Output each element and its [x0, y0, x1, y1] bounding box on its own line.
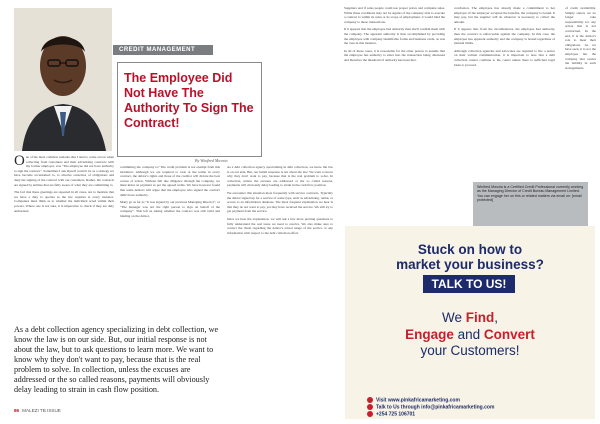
author-bio-box: Winifred Mworia is a Certified Credit Professional currently working as the Managing Director of Credit Bureau Management Limited. You can engage her on this or related matters via email on: [email protected]: [473, 182, 588, 226]
ad-phone[interactable]: +254 725 106701: [376, 411, 416, 418]
ad-email[interactable]: Talk to Us through info@pinkafricamarketing.com: [376, 404, 495, 411]
column-2-paragraph-1: committing the company to? The credit problem is not exempt from this incidence. Although we are required to look at the terms in every contract, the debtor's rights and those of the creditor will dictate the best course of action. Without full due diligence through the company, we must insist on payment as per the agreed terms. We have however found that some debtors will argue that the employee who signed the contract didn't have authority.: [120, 165, 220, 197]
article-column-5: [454, 6, 555, 70]
ad-line-1: [357, 310, 583, 327]
column-5-paragraph-3: Although collection agencies and advocates are required to file a notice on their written communication, it is important to note that a debt collection cannot continue to the courts unless there is sufficient legal basis to proceed.: [454, 48, 555, 67]
magazine-issue: MALEZI TB ISSUE: [22, 408, 61, 413]
ad-website-line[interactable]: [367, 397, 460, 403]
mail-icon: [367, 404, 373, 410]
ad-banner: TALK TO US!: [423, 275, 515, 293]
article-column-2: [120, 165, 220, 222]
page-number: 86: [14, 408, 20, 413]
ad-headline-2: market your business?: [396, 257, 544, 272]
ad-body: [357, 310, 583, 360]
column-4-paragraph-2: If it appears that the employee had authority then she'll confirm them with the company. The apparent authority is thus accomplished by providing the employee with company identifiable forms and business cards, as was the case in this instance.: [344, 27, 445, 46]
ad-phone-line[interactable]: [367, 411, 415, 417]
ad-line-2: [357, 327, 583, 344]
drop-cap: O: [14, 153, 25, 169]
column-2-paragraph-2: Many go as far as "It was signed by our previous Managing Director", or "The manager was not the right person to sign on behalf of the company". This left us asking whether the contract was still valid and binding on the debtor.: [120, 200, 220, 218]
ad-word-engage: Engage: [405, 326, 454, 342]
pull-quote: As a debt collection agency specializing in debt collection, we know the law is on our side. But, our initial response is not about the law, but to ask questions to learn more. We want to know why they don't want to pay, because that is the real problem to solve. In collection, unless the excuses are addressed or the so called reasons, payments will obviously delay leading to strain in cash flow position.: [14, 325, 219, 394]
column-5-paragraph-1: conclusion. The employee has already made a commitment to her employer. If the employer accepted the benefits, the company is bound. It may pay, but the supplier will do whatever is necessary to collect the amount.: [454, 6, 555, 24]
ad-line-3: your Customers!: [420, 343, 520, 358]
ad-word-convert: Convert: [483, 326, 535, 342]
article-column-6: [565, 6, 596, 73]
column-3-paragraph-3: Once we hear the explanation, we will ask a few more probing questions to fully understand the real issue we need to resolve. We also make sure to contact the client regarding the debtor's actual usage of the service or any information with respect to the debt collection effort.: [227, 216, 333, 235]
column-1-paragraph-2: The fact that these greetings are repeated in all cases, not to mention that we have a duty to operate as the law requires at every instance. Companies must think as to whether the individual acted within their powers. Where one is not sure, it is imperative to check if they are duly authorized.: [14, 190, 114, 213]
article-column-3: [227, 165, 333, 238]
phone-icon: [367, 411, 373, 417]
ad-website[interactable]: Visit www.pinkafricamarketing.com: [376, 397, 460, 404]
ad-word-and: and: [453, 326, 484, 342]
column-3-paragraph-2: We encounter this situation most frequently with service contracts. Typically the debtor signed up for a service of some type, such as advertising, rental, or access to an information database. The most frequent explanation we hear is that they do not want to pay, yet they have received the service. We still try to get payment from the service.: [227, 190, 333, 214]
globe-icon: [367, 397, 373, 403]
article-column-1: [14, 155, 114, 216]
column-4-paragraph-1: Suppliers and if sales people could use proper prices and complete sales. While these conditions may not be Agents of the company able to execute a contract is within its sales or its scope of employment, it would bind the company to those transactions.: [344, 6, 445, 24]
column-1-paragraph-1: ne of the most common remarks that I tend to come across when collecting from customers and their advertising contracts with my former employer, was "The employee did not have authority to sign the contract". Sometimes I ask myself could it be as a strategy we have become accustomed to, to absolve ourselves of obligations and deny the signing of the contract with our customers. Rather, the contracts are signed by entities that are fully aware of what they are committing to.: [14, 155, 114, 187]
byline: By Winifred Mworia: [195, 158, 228, 163]
page-footer: [14, 408, 61, 413]
column-5-paragraph-2: If it appears that, from the circumstances, the employee had authority, then the contract is enforceable against the company. In this case, the employee has apparent authority and the company is bound regardless of internal limits.: [454, 27, 555, 46]
ad-word-we: We: [441, 310, 466, 325]
column-3-paragraph-1: As a debt collection agency specializing in debt collection, we know the law is on our side. But, our initial response is not about the law. We want to know why they don't want to pay, because that is the real problem to solve. In collection, unless the excuses are addressed or the so called reasons, payments will obviously delay leading to strain in the cash flow position.: [227, 165, 333, 188]
ad-word-find: Find: [465, 310, 495, 325]
column-6-paragraph-1: of credit availability. Simply stated, we no longer take responsibility for any action that is not contractual. In the end, it is the debtor's role to meet their obligations. As we have seen, it is not the employee but the company that carries the liability in such arrangements.: [565, 6, 596, 70]
ad-comma: ,: [494, 310, 499, 325]
article-column-4: [344, 6, 445, 66]
ad-email-line[interactable]: [367, 404, 494, 410]
advertisement: [345, 226, 595, 419]
article-title: The Employee Did Not Have The Authority To Sign The Contract!: [124, 71, 254, 130]
author-photo: [14, 8, 112, 151]
ad-headline-1: Stuck on how to: [417, 242, 523, 257]
section-label: CREDIT MANAGEMENT: [113, 45, 213, 55]
column-4-paragraph-3: In all of these cases, it is reasonable for the other person to assume that the employee has authority to enter into the transaction being discussed and therefore the threshold of authority has been met.: [344, 48, 445, 62]
